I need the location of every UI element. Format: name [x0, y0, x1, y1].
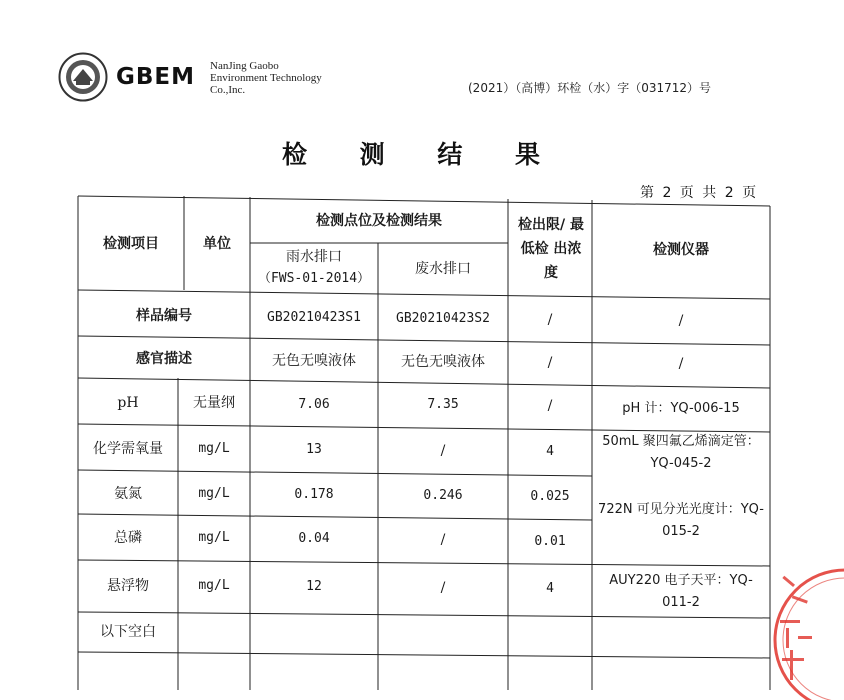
result-instrument: pH 计：YQ-006-15: [622, 401, 740, 416]
header-points-results: 检测点位及检测结果: [316, 213, 442, 229]
result-unit: mg/L: [198, 441, 230, 456]
result-item: 氨氮: [114, 486, 142, 502]
result-instrument: AUY220 电子天平：YQ-011-2: [609, 573, 753, 610]
company-line: Co.,Inc.: [210, 84, 246, 96]
page-title: 检 测 结 果: [281, 140, 563, 169]
sample-number-p2: GB20210423S2: [396, 311, 490, 326]
header-point1: [250, 244, 378, 292]
result-p2: /: [440, 532, 446, 548]
result-p1: 0.178: [294, 487, 334, 502]
result-unit: mg/L: [198, 486, 230, 501]
result-p1: 12: [306, 579, 322, 594]
gbem-logo-text: GBEM: [116, 64, 196, 90]
sample-number-p1: GB20210423S1: [267, 310, 361, 325]
result-p1: 0.04: [298, 531, 330, 546]
sample-number-label: 样品编号: [136, 308, 192, 324]
header-point2: 废水排口: [415, 261, 471, 277]
result-limit: 0.025: [530, 489, 570, 504]
result-item: 悬浮物: [107, 578, 149, 594]
result-limit: 4: [546, 581, 554, 596]
result-p2: /: [440, 580, 446, 596]
sensory-instrument: /: [678, 356, 684, 372]
result-p1: 13: [306, 442, 322, 457]
sensory-label: 感官描述: [136, 351, 192, 367]
company-line: NanJing Gaobo: [210, 60, 279, 72]
red-stamp-seal: [770, 550, 844, 700]
sensory-p1: 无色无嗅液体: [272, 353, 356, 369]
sensory-limit: /: [547, 355, 553, 371]
point1-code: （FWS-01-2014）: [257, 271, 371, 286]
header-item: 检测项目: [103, 236, 159, 252]
result-unit: mg/L: [198, 530, 230, 545]
result-limit: 4: [546, 444, 554, 459]
point1-name: 雨水排口: [286, 249, 342, 265]
result-limit: 0.01: [534, 534, 566, 549]
result-instrument: 50mL 聚四氟乙烯滴定管：YQ-045-2: [602, 434, 760, 471]
header-limit: 检出限/ 最低检 出浓度: [518, 217, 584, 281]
result-limit: /: [547, 398, 553, 414]
result-p2: /: [440, 443, 446, 459]
company-line: Environment Technology: [210, 72, 322, 84]
result-p1: 7.06: [298, 397, 330, 412]
result-unit: mg/L: [198, 578, 230, 593]
result-unit: 无量纲: [193, 395, 235, 411]
header-instrument: 检测仪器: [653, 242, 709, 258]
result-p2: 0.246: [423, 488, 463, 503]
sample-number-instrument: /: [678, 313, 684, 329]
result-item: pH: [117, 395, 139, 411]
page-indicator: 第 2 页 共 2 页: [640, 185, 759, 201]
blank-below-label: 以下空白: [100, 624, 156, 640]
sensory-p2: 无色无嗅液体: [401, 354, 485, 370]
document-number: (2021）（高博）环检（水）字（031712）号: [468, 81, 712, 95]
header-unit: 单位: [203, 236, 231, 252]
result-p2: 7.35: [427, 397, 459, 412]
result-item: 总磷: [114, 530, 142, 546]
result-instrument-merged: 722N 可见分光光度计：YQ-015-2: [598, 502, 764, 539]
sample-number-limit: /: [547, 312, 553, 328]
result-item: 化学需氧量: [93, 441, 163, 457]
